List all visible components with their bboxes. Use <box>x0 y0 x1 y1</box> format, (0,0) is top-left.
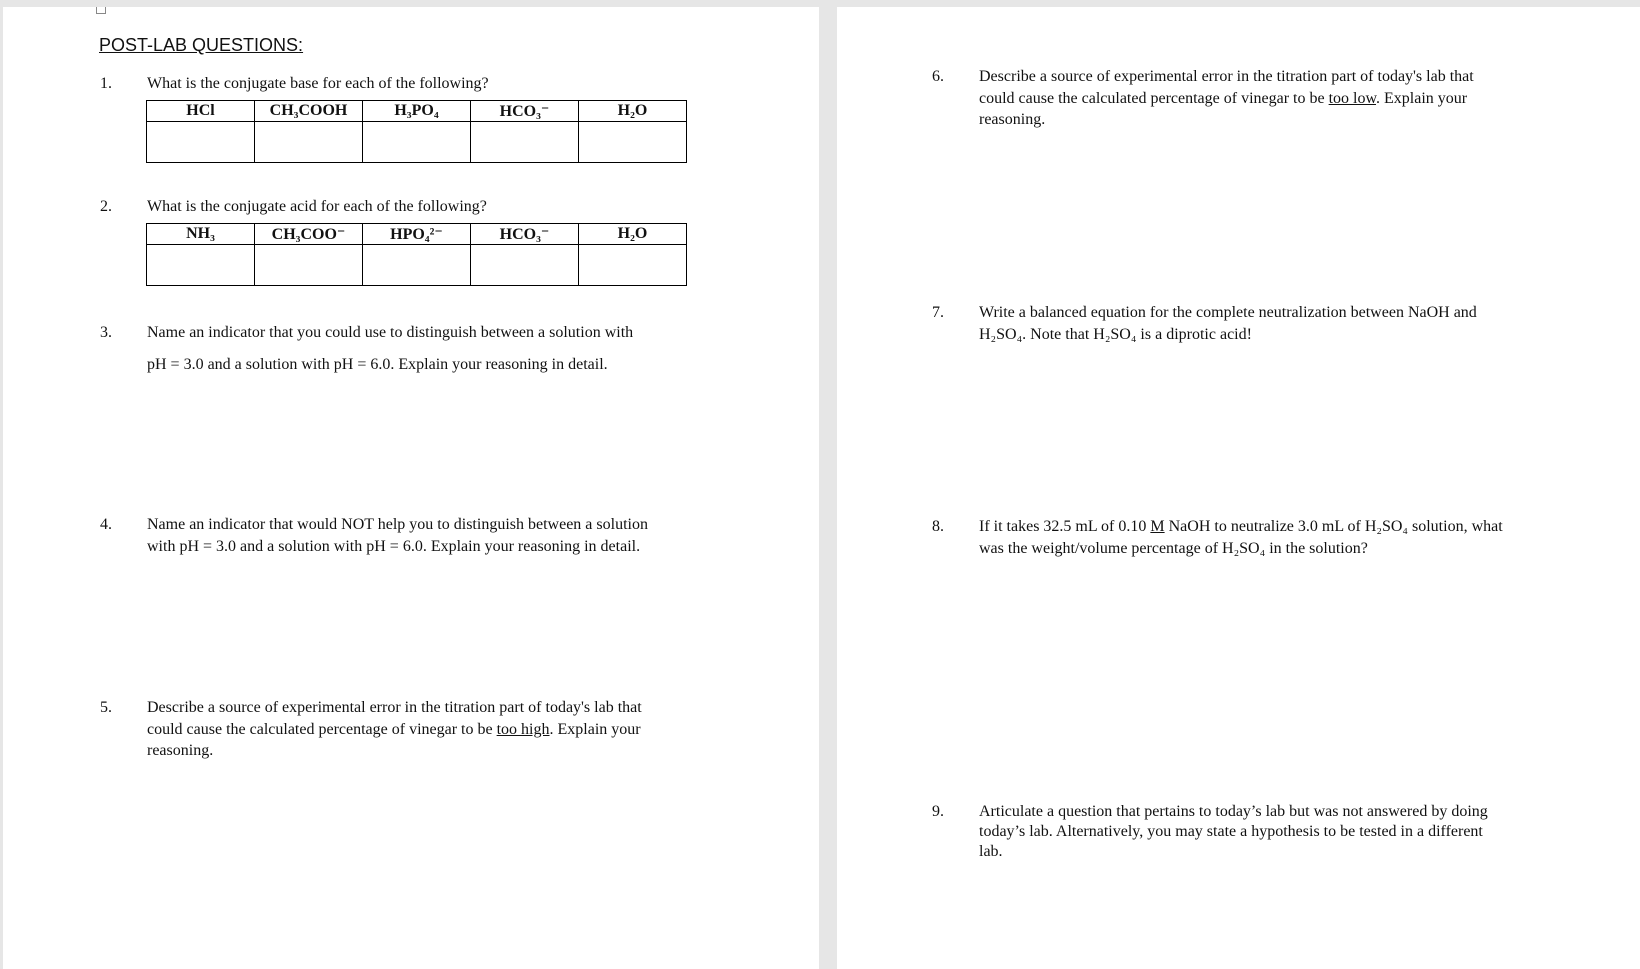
question-number: 5. <box>100 699 112 716</box>
question-7 <box>932 302 1632 346</box>
answer-cell[interactable] <box>471 245 579 286</box>
table-header-cell: H₃PO₄ <box>363 101 471 122</box>
answer-cell[interactable] <box>255 122 363 163</box>
question-8 <box>932 516 1632 560</box>
table-header-cell: H₂O <box>579 224 687 245</box>
answer-cell[interactable] <box>363 122 471 163</box>
question-4 <box>100 514 800 558</box>
question-number: 8. <box>932 518 944 535</box>
question-5 <box>100 697 800 763</box>
answer-cell[interactable] <box>147 122 255 163</box>
page-heading: POST-LAB QUESTIONS: <box>99 35 304 55</box>
question-text-line: Describe a source of experimental error in the titration part of today's lab that <box>147 699 642 716</box>
emphasis-too-high: too high <box>496 721 550 738</box>
question-3 <box>100 322 800 382</box>
question-text-line: could cause the calculated percentage of vinegar to be too high. Explain your <box>147 721 641 738</box>
question-9 <box>932 801 1632 867</box>
question-2 <box>100 196 800 218</box>
answer-cell[interactable] <box>471 122 579 163</box>
question-text-line: was the weight/volume percentage of H₂SO₄ in the solution? <box>979 540 1368 557</box>
question-number: 7. <box>932 304 944 321</box>
question-text-line: reasoning. <box>979 111 1046 128</box>
question-text-line: Name an indicator that you could use to distinguish between a solution with <box>147 324 634 341</box>
question-text-line: reasoning. <box>147 742 214 759</box>
emphasis-too-low: too low <box>1328 90 1377 107</box>
question-text-line: could cause the calculated percentage of vinegar to be too low. Explain your <box>979 90 1468 107</box>
table-header-cell: HCO₃⁻ <box>471 224 579 245</box>
question-text-line: If it takes 32.5 mL of 0.10 M NaOH to neutralize 3.0 mL of H₂SO₄ solution, what <box>979 518 1503 535</box>
table-header-cell: NH₃ <box>147 224 255 245</box>
question-number: 2. <box>100 198 112 215</box>
question-text-line: pH = 3.0 and a solution with pH = 6.0. Explain your reasoning in detail. <box>147 356 608 373</box>
question-text: What is the conjugate acid for each of the following? <box>147 198 487 215</box>
document-page-right <box>837 7 1640 969</box>
question-text-line: today’s lab. Alternatively, you may state a hypothesis to be tested in a different <box>979 823 1483 840</box>
table-header-cell: CH₃COOH <box>255 101 363 122</box>
answer-cell[interactable] <box>363 245 471 286</box>
conjugate-base-table <box>146 100 687 163</box>
question-6 <box>932 66 1632 132</box>
answer-cell[interactable] <box>255 245 363 286</box>
question-text-line: Articulate a question that pertains to today’s lab but was not answered by doing <box>979 803 1488 820</box>
question-number: 4. <box>100 516 112 533</box>
question-text: What is the conjugate base for each of the following? <box>147 75 489 92</box>
table-header-cell: HPO₄²⁻ <box>363 224 471 245</box>
question-text-line: lab. <box>979 843 1003 860</box>
question-number: 6. <box>932 68 944 85</box>
conjugate-acid-table <box>146 223 687 286</box>
question-number: 9. <box>932 803 944 820</box>
question-1 <box>100 73 800 95</box>
page-corner-marker <box>96 7 106 14</box>
question-number: 1. <box>100 75 112 92</box>
question-text-line: Name an indicator that would NOT help you to distinguish between a solution <box>147 516 648 533</box>
question-text-line: Write a balanced equation for the complete neutralization between NaOH and <box>979 304 1477 321</box>
table-header-cell: HCl <box>147 101 255 122</box>
question-text-line: with pH = 3.0 and a solution with pH = 6.0. Explain your reasoning in detail. <box>147 538 641 555</box>
table-header-cell: HCO₃⁻ <box>471 101 579 122</box>
answer-cell[interactable] <box>579 245 687 286</box>
document-page-left <box>3 7 819 969</box>
answer-cell[interactable] <box>147 245 255 286</box>
table-header-cell: CH₃COO⁻ <box>255 224 363 245</box>
question-text-line: H₂SO₄. Note that H₂SO₄ is a diprotic acid! <box>979 326 1252 343</box>
question-text-line: Describe a source of experimental error in the titration part of today's lab that <box>979 68 1474 85</box>
molarity-unit: M <box>1150 518 1165 535</box>
answer-cell[interactable] <box>579 122 687 163</box>
table-header-cell: H₂O <box>579 101 687 122</box>
question-number: 3. <box>100 324 112 341</box>
